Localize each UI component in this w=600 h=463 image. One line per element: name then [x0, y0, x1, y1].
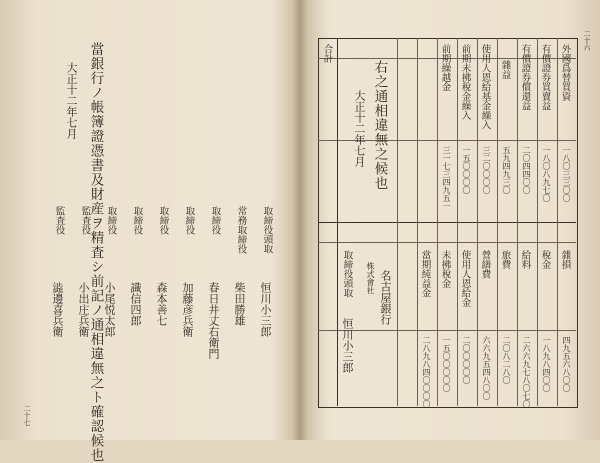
- left-page-number: 二十七: [23, 405, 31, 426]
- right-date: 大正十二年七月: [353, 90, 366, 167]
- column-line: [557, 38, 558, 406]
- officer-name: 春日井丈右衛門: [207, 282, 220, 359]
- debit-amount: 五九四九三〇: [502, 146, 511, 194]
- credit-label: 稅金: [539, 250, 551, 269]
- credit-label: 旅費: [499, 250, 511, 269]
- debit-label: 有價證券償還益: [519, 44, 531, 111]
- credit-label: 給料: [519, 250, 531, 269]
- officer-title: 取締役: [183, 206, 195, 235]
- officer-title: 取締役: [209, 206, 221, 235]
- credit-label: 未拂稅金: [439, 250, 451, 288]
- officer-name: 柴田勝雄: [233, 282, 246, 326]
- certification-text: 當銀行ノ帳簿證憑書及財産ヲ精査シ前記ノ通相違無之ト確認候也: [87, 42, 104, 463]
- debit-amount: 三一七三四九五一: [442, 146, 451, 210]
- debit-label: 雜益: [499, 60, 511, 79]
- debit-amount: 一八〇三三〇〇: [562, 146, 571, 202]
- credit-label: 使用人恩給金: [459, 250, 471, 307]
- officer-name: 小尾悦太郎: [103, 282, 116, 337]
- signer-title: 取締役頭取: [341, 250, 353, 298]
- left-date: 大正十二年七月: [65, 62, 78, 139]
- officer-name: 識信四郎: [129, 282, 142, 326]
- officer-name: 澁邊喜兵衛: [51, 282, 64, 337]
- officer-title: 取締役: [105, 206, 117, 235]
- officer-title: 取締役: [157, 206, 169, 235]
- debit-amount: 一五〇〇〇〇: [462, 146, 471, 194]
- credit-label: 營繕費: [479, 250, 491, 279]
- credit-amount: 二八九八四〇〇〇〇: [422, 336, 431, 408]
- officer-name: 森本善七: [155, 282, 168, 326]
- column-line: [477, 38, 478, 406]
- statement-text: 右之通相違無之候也: [371, 60, 388, 191]
- credit-amount: 二〇〇〇〇〇: [462, 336, 471, 384]
- column-line: [517, 38, 518, 406]
- debit-label: 前期未拂稅金繰入: [459, 44, 471, 120]
- column-line: [417, 38, 418, 406]
- debit-label: 有價證券買賣益: [539, 44, 551, 111]
- officer-title: 監査役: [79, 206, 91, 235]
- column-line: [397, 38, 398, 406]
- officer-title: 監査役: [53, 206, 65, 235]
- debit-label: 外國爲替買資: [559, 44, 571, 101]
- column-line: [497, 38, 498, 406]
- company-type: 株式會社: [366, 262, 375, 294]
- company-name: 名古屋銀行: [379, 270, 392, 325]
- debit-label: 前期繰越金: [439, 44, 451, 92]
- total-label: 合計: [321, 44, 333, 63]
- column-line: [457, 38, 458, 406]
- officer-title: 取締役頭取: [261, 206, 273, 254]
- credit-amount: 六六九五四八〇〇: [482, 336, 491, 400]
- officer-name: 小出庄兵衛: [77, 282, 90, 337]
- credit-amount: 一八九八四〇〇: [542, 336, 551, 392]
- signer-name: 恒川小三郎: [341, 318, 354, 373]
- column-line: [537, 38, 538, 406]
- debit-label: 使用人恩給基金繰入: [479, 44, 491, 130]
- debit-amount: 一八〇八九七〇: [542, 146, 551, 202]
- debit-amount: 三二〇〇〇〇: [482, 146, 491, 194]
- officer-title: 取締役: [131, 206, 143, 235]
- credit-label: 雜損: [559, 250, 571, 269]
- officer-name: 加藤彦兵衛: [181, 282, 194, 337]
- credit-amount: 一五〇〇〇〇〇: [442, 336, 451, 392]
- credit-label: 當期純益金: [419, 250, 431, 298]
- officer-title: 常務取締役: [235, 206, 247, 254]
- column-line: [437, 38, 438, 406]
- credit-amount: 二〇八二八〇: [502, 336, 511, 384]
- right-page-number: 二十六: [583, 30, 591, 51]
- officer-name: 恒川小三郎: [259, 282, 272, 337]
- debit-amount: 二〇四四〇〇: [522, 146, 531, 194]
- credit-amount: 二六六九七八〇七〇: [522, 336, 531, 408]
- credit-amount: 四九五六八〇〇: [562, 336, 571, 392]
- column-line: [337, 38, 338, 406]
